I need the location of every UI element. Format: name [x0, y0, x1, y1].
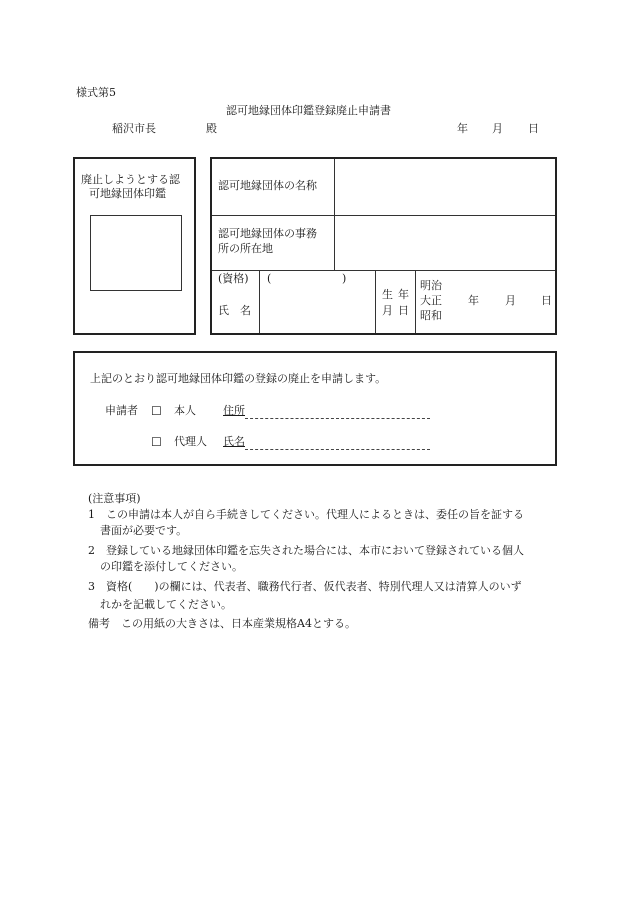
birth-label-col2: 年 日 [398, 288, 409, 317]
date-day-label: 日 [528, 122, 539, 135]
birth-label-col1: 生 月 [382, 288, 393, 317]
era-meiji[interactable]: 明治 [420, 279, 442, 292]
honorific: 殿 [206, 122, 217, 135]
seal-box-label-line1: 廃止しようとする認 [81, 173, 180, 186]
qualification-label: (資格) [218, 272, 249, 285]
applicant-name-field[interactable] [223, 435, 430, 450]
seal-box [73, 157, 196, 335]
form-number: 様式第5 [76, 86, 116, 99]
name-field[interactable] [262, 293, 373, 331]
address-field[interactable] [223, 404, 430, 419]
era-taisho[interactable]: 大正 [420, 294, 442, 307]
seal-impression-area[interactable] [90, 215, 182, 291]
notes-section [88, 492, 558, 507]
office-address-field[interactable] [336, 217, 553, 268]
application-box [73, 351, 557, 466]
note-2-line2: の印鑑を添付してください。 [100, 560, 243, 573]
applicant-label: 申請者 [105, 404, 138, 417]
applicant-name-label: 氏名 [223, 435, 245, 448]
office-address-label-line1: 認可地縁団体の事務 [218, 227, 317, 240]
seal-box-label-line2: 可地縁団体印鑑 [89, 187, 166, 200]
agent-label: 代理人 [174, 435, 207, 448]
era-showa[interactable]: 昭和 [420, 309, 442, 322]
addressee: 稲沢市長 [112, 122, 156, 135]
date-month-label: 月 [492, 122, 503, 135]
note-1-line1: 1 この申請は本人が自ら手続きしてください。代理人によるときは、委任の旨を証する [88, 508, 524, 521]
birth-day-label: 日 [541, 294, 552, 307]
application-statement: 上記のとおり認可地縁団体印鑑の登録の廃止を申請します。 [90, 372, 387, 385]
group-name-label: 認可地縁団体の名称 [218, 179, 317, 192]
note-3-line2: れかを記載してください。 [100, 598, 232, 611]
address-label: 住所 [223, 404, 245, 417]
note-1-line2: 書面が必要です。 [100, 524, 188, 537]
qualification-field[interactable] [274, 271, 340, 287]
self-label: 本人 [174, 404, 196, 417]
date-year-label: 年 [457, 122, 468, 135]
qualification-paren-open: ( [267, 272, 272, 285]
self-checkbox[interactable]: ☐ [151, 404, 162, 418]
agent-checkbox[interactable]: ☐ [151, 435, 162, 449]
birth-year-label: 年 [468, 294, 479, 307]
note-2-line1: 2 登録している地縁団体印鑑を忘失された場合には、本市において登録されている個人 [88, 544, 524, 557]
group-info-table [210, 157, 557, 335]
group-name-field[interactable] [336, 161, 553, 213]
qualification-paren-close: ) [342, 272, 347, 285]
notes-heading: (注意事項) [88, 492, 141, 505]
page-title: 認可地縁団体印鑑登録廃止申請書 [226, 104, 391, 117]
remark: 備考 この用紙の大きさは、日本産業規格A4とする。 [88, 617, 356, 630]
birth-month-label: 月 [505, 294, 516, 307]
note-3-line1: 3 資格( )の欄には、代表者、職務代行者、仮代表者、特別代理人又は清算人のいず [88, 580, 522, 593]
name-label: 氏 名 [218, 304, 251, 317]
office-address-label-line2: 所の所在地 [218, 242, 273, 255]
